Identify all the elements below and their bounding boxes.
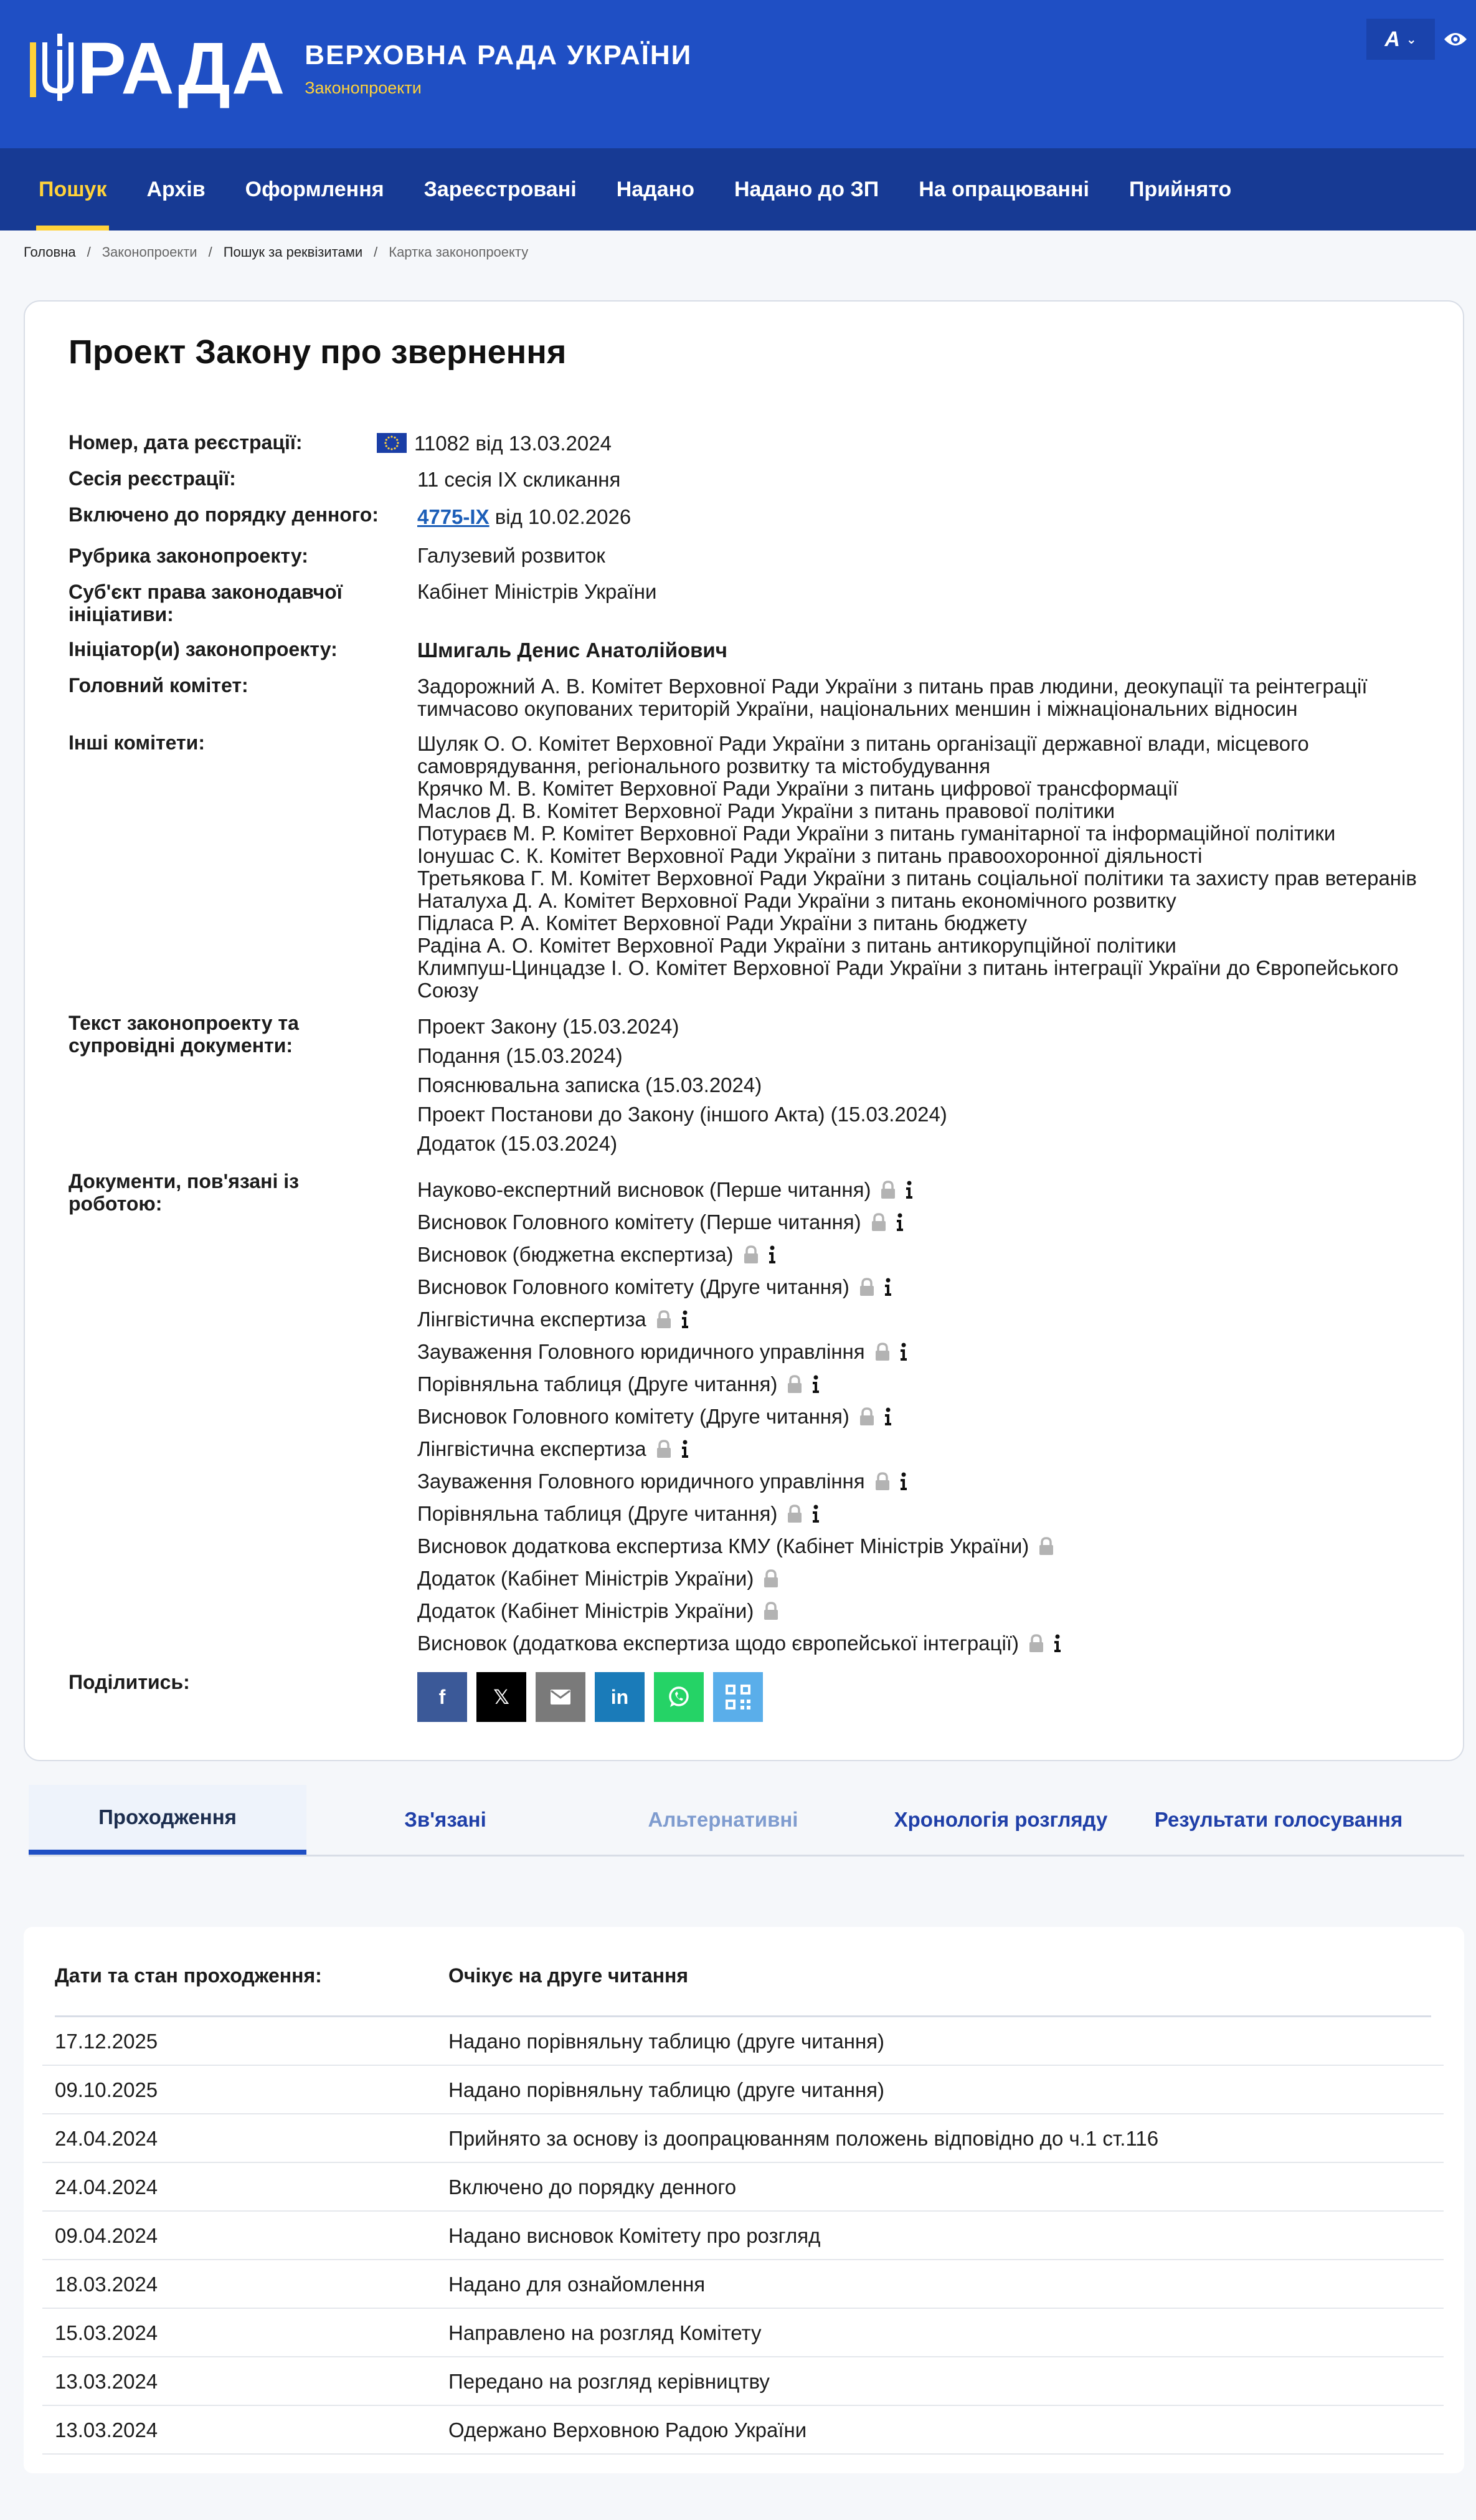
lock-icon: [874, 1343, 891, 1361]
passage-date: 09.10.2025: [55, 2078, 158, 2101]
lock-icon: [1028, 1634, 1045, 1653]
linkedin-icon[interactable]: [595, 1672, 645, 1722]
committee-item: Крячко М. В. Комітет Верховної Ради України з питань цифрової трансформації: [417, 777, 1178, 800]
passage-status: Надано для ознайомлення: [448, 2273, 706, 2296]
passage-status: Надано порівняльну таблицю (друге читання): [448, 2030, 885, 2053]
table-row: [42, 2017, 1444, 2066]
passage-date: 13.03.2024: [55, 2370, 158, 2393]
work-doc-item: [417, 1627, 1426, 1660]
rubric-value: Галузевий розвиток: [417, 544, 605, 567]
main-nav: [0, 148, 1476, 231]
initiator-label: Ініціатор(и) законопроекту:: [69, 638, 338, 660]
agenda-value: [417, 506, 1426, 528]
lock-icon: [786, 1375, 803, 1394]
passage-table-header: [55, 1946, 1431, 2017]
passage-date: 09.04.2024: [55, 2224, 158, 2247]
passage-status: Надано висновок Комітету про розгляд: [448, 2224, 821, 2247]
nav-item-adopted[interactable]: Прийнято: [1128, 177, 1232, 201]
lock-icon: [870, 1213, 887, 1232]
breadcrumb-separator: /: [208, 244, 212, 260]
initiator-value: Шмигаль Денис Анатолійович: [417, 639, 727, 662]
session-label: Сесія реєстрації:: [69, 467, 236, 490]
lock-icon: [655, 1440, 673, 1458]
work-doc-label[interactable]: Порівняльна таблиця (Друге читання): [417, 1372, 778, 1396]
work-doc-item: [417, 1303, 1426, 1336]
language-label: A: [1384, 27, 1400, 51]
nav-item-drafting[interactable]: Оформлення: [245, 177, 384, 201]
info-icon[interactable]: [680, 1440, 690, 1458]
table-row: [42, 2066, 1444, 2114]
committee-item: Шуляк О. О. Комітет Верховної Ради України з питань організації державної влади, місцевого самоврядування, регіонального розвитку та містобудування: [417, 732, 1309, 777]
info-icon[interactable]: [811, 1505, 821, 1523]
x-icon[interactable]: [476, 1672, 526, 1722]
other-committees-list: [417, 733, 1426, 1002]
x-glyph: 𝕏: [493, 1686, 509, 1708]
email-icon[interactable]: [536, 1672, 585, 1722]
site-header: [0, 0, 1476, 148]
text-docs-list: [417, 1012, 1426, 1158]
text-doc-link[interactable]: Проект Постанови до Закону (іншого Акта) (15.03.2024): [417, 1103, 947, 1126]
table-row: [42, 2260, 1444, 2309]
rubric-label: Рубрика законопроекту:: [69, 544, 308, 567]
work-doc-label[interactable]: Висновок Головного комітету (Перше читання): [417, 1210, 861, 1234]
passage-status: Прийнято за основу із доопрацюванням положень відповідно до ч.1 ст.116: [448, 2127, 1159, 2150]
whatsapp-icon[interactable]: [654, 1672, 704, 1722]
bill-tabs: [29, 1785, 1464, 1857]
reg-label: Номер, дата реєстрації:: [69, 431, 303, 454]
table-row: [42, 2309, 1444, 2357]
text-docs-label: Текст законопроекту та супровідні документи:: [69, 1012, 299, 1057]
committee-item: Потураєв М. Р. Комітет Верховної Ради України з питань гуманітарної та інформаційної політики: [417, 822, 1336, 845]
work-docs-label: Документи, пов'язані із роботою:: [69, 1170, 300, 1215]
info-icon[interactable]: [895, 1213, 905, 1232]
reg-value: 11082 від 13.03.2024: [414, 432, 612, 455]
text-doc-link[interactable]: Подання (15.03.2024): [417, 1044, 623, 1067]
work-doc-item: [417, 1271, 1426, 1303]
work-doc-label[interactable]: Лінгвістична експертиза: [417, 1437, 646, 1460]
agenda-label: Включено до порядку денного:: [69, 503, 379, 526]
page-title: Проект Закону про звернення: [69, 333, 567, 371]
work-doc-item: [417, 1239, 1426, 1271]
work-doc-item: [417, 1400, 1426, 1433]
lock-icon: [858, 1407, 876, 1426]
passage-status: Направлено на розгляд Комітету: [448, 2321, 762, 2344]
work-doc-label[interactable]: Зауваження Головного юридичного управління: [417, 1470, 865, 1493]
work-doc-item: [417, 1174, 1426, 1206]
agenda-date: від 10.02.2026: [489, 505, 632, 528]
text-doc-link[interactable]: Пояснювальна записка (15.03.2024): [417, 1073, 762, 1096]
lock-icon: [874, 1472, 891, 1491]
share-buttons: [417, 1672, 772, 1722]
committee-item: Наталуха Д. А. Комітет Верховної Ради України з питань економічного розвитку: [417, 889, 1176, 912]
site-title: ВЕРХОВНА РАДА УКРАЇНИ: [305, 39, 693, 70]
language-switch[interactable]: [1366, 19, 1435, 60]
committee-item: Третьякова Г. М. Комітет Верховної Ради України з питань соціальної політики та захисту прав ветеранів: [417, 867, 1417, 890]
info-icon[interactable]: [767, 1245, 777, 1264]
work-doc-label[interactable]: Висновок Головного комітету (Друге читання): [417, 1275, 849, 1298]
breadcrumb: [24, 244, 528, 260]
table-row: [42, 2212, 1444, 2260]
lock-icon: [762, 1602, 780, 1620]
info-icon[interactable]: [883, 1278, 893, 1296]
work-doc-item: [417, 1336, 1426, 1368]
main-committee-label: Головний комітет:: [69, 674, 248, 697]
passage-status: Передано на розгляд керівництву: [448, 2370, 770, 2393]
passage-date: 17.12.2025: [55, 2030, 158, 2053]
work-doc-label[interactable]: Додаток (Кабінет Міністрів України): [417, 1599, 754, 1622]
lock-icon: [655, 1310, 673, 1329]
site-logo[interactable]: [30, 27, 693, 110]
work-doc-item: [417, 1530, 1426, 1562]
agenda-link[interactable]: 4775-IX: [417, 505, 490, 528]
breadcrumb-home[interactable]: Головна: [24, 244, 76, 260]
trident-icon: [30, 31, 73, 106]
passage-status: Включено до порядку денного: [448, 2175, 737, 2199]
main-committee-value: Задорожний А. В. Комітет Верховної Ради України з питань прав людини, деокупації та реінтеграції тимчасово окупованих територій України, національних меншин і міжнаціональних відносин: [417, 675, 1368, 720]
nav-item-submitted-zp[interactable]: Надано до ЗП: [734, 177, 879, 201]
committee-item: Радіна А. О. Комітет Верховної Ради України з питань антикорупційної політики: [417, 934, 1176, 957]
info-icon[interactable]: [811, 1375, 821, 1394]
eu-flag-icon: [377, 433, 407, 453]
reg-value-wrap: [377, 432, 1386, 455]
site-section: Законопроекти: [305, 78, 422, 97]
work-doc-label[interactable]: Лінгвістична експертиза: [417, 1308, 646, 1331]
passage-date: 24.04.2024: [55, 2175, 158, 2199]
committee-item: Іонушас С. К. Комітет Верховної Ради України з питань правоохоронної діяльності: [417, 844, 1203, 867]
work-doc-label[interactable]: Висновок додаткова експертиза КМУ (Кабінет Міністрів України): [417, 1534, 1029, 1557]
work-doc-label[interactable]: Висновок Головного комітету (Друге читання): [417, 1405, 849, 1428]
qr-icon[interactable]: [713, 1672, 763, 1722]
passage-date: 15.03.2024: [55, 2321, 158, 2344]
info-icon[interactable]: [1053, 1634, 1062, 1653]
nav-item-registered[interactable]: Зареєстровані: [423, 177, 577, 201]
passage-col-dates: Дати та стан проходження:: [55, 1964, 322, 1987]
info-icon[interactable]: [904, 1181, 914, 1199]
work-doc-item: [417, 1562, 1426, 1595]
nav-item-search[interactable]: Пошук: [19, 148, 126, 231]
text-doc-link[interactable]: Додаток (15.03.2024): [417, 1132, 618, 1155]
bill-card: [24, 300, 1464, 1761]
lock-icon: [1038, 1537, 1055, 1556]
chevron-down-icon: ⌄: [1406, 32, 1417, 47]
committee-item: Климпуш-Цинцадзе І. О. Комітет Верховної Ради України з питань інтеграції України до Європейського Союзу: [417, 956, 1399, 1002]
lock-icon: [762, 1569, 780, 1588]
passage-current-status: Очікує на друге читання: [448, 1964, 689, 1987]
work-doc-item: [417, 1368, 1426, 1400]
committee-item: Маслов Д. В. Комітет Верховної Ради України з питань правової політики: [417, 799, 1115, 822]
table-row: [42, 2406, 1444, 2455]
share-label: Поділитись:: [69, 1671, 190, 1693]
info-icon[interactable]: [899, 1472, 909, 1491]
nav-item-submitted[interactable]: Надано: [616, 177, 694, 201]
passage-status: Надано порівняльну таблицю (друге читання): [448, 2078, 885, 2101]
facebook-glyph: f: [438, 1685, 446, 1708]
text-doc-link[interactable]: Проект Закону (15.03.2024): [417, 1015, 679, 1038]
work-doc-item: [417, 1595, 1426, 1627]
passage-status: Одержано Верховною Радою України: [448, 2418, 807, 2442]
lock-icon: [786, 1505, 803, 1523]
breadcrumb-bills[interactable]: Законопроекти: [102, 244, 197, 260]
work-doc-label[interactable]: Науково-експертний висновок (Перше читання): [417, 1178, 871, 1201]
subject-label: Суб'єкт права законодавчої ініціативи:: [69, 581, 343, 625]
work-doc-item: [417, 1465, 1426, 1498]
info-icon[interactable]: [883, 1407, 893, 1426]
work-docs-list: [417, 1174, 1426, 1660]
nav-item-in-processing[interactable]: На опрацюванні: [919, 177, 1089, 201]
work-doc-label[interactable]: Висновок (додаткова експертиза щодо європейської інтеграції): [417, 1632, 1019, 1655]
work-doc-label[interactable]: Порівняльна таблиця (Друге читання): [417, 1502, 778, 1525]
breadcrumb-separator: /: [87, 244, 91, 260]
tab-related[interactable]: Зв'язані: [404, 1808, 486, 1831]
tab-voting-results[interactable]: Результати голосування: [1154, 1808, 1403, 1831]
lock-icon: [742, 1245, 760, 1264]
tab-passage[interactable]: Проходження: [29, 1785, 306, 1855]
tab-chronology[interactable]: Хронологія розгляду: [894, 1808, 1108, 1831]
info-icon[interactable]: [680, 1310, 690, 1329]
breadcrumb-search[interactable]: Пошук за реквізитами: [223, 244, 363, 260]
lock-icon: [879, 1181, 897, 1199]
work-doc-label[interactable]: Висновок (бюджетна експертиза): [417, 1243, 734, 1266]
info-icon[interactable]: [899, 1343, 909, 1361]
work-doc-item: [417, 1498, 1426, 1530]
nav-item-archive[interactable]: Архів: [146, 177, 206, 201]
other-committees-label: Інші комітети:: [69, 731, 205, 754]
session-value: 11 сесія IX скликання: [417, 468, 621, 491]
accessibility-eye-icon[interactable]: [1435, 19, 1476, 60]
work-doc-item: [417, 1433, 1426, 1465]
table-row: [42, 2114, 1444, 2163]
work-doc-label[interactable]: Додаток (Кабінет Міністрів України): [417, 1567, 754, 1590]
table-row: [42, 2357, 1444, 2406]
breadcrumb-current: Картка законопроекту: [389, 244, 529, 260]
lock-icon: [858, 1278, 876, 1296]
facebook-icon[interactable]: [417, 1672, 467, 1722]
passage-date: 24.04.2024: [55, 2127, 158, 2150]
linkedin-glyph: in: [610, 1685, 629, 1708]
tab-alternative[interactable]: Альтернативні: [648, 1808, 798, 1831]
table-row: [42, 2163, 1444, 2212]
committee-item: Підласа Р. А. Комітет Верховної Ради України з питань бюджету: [417, 911, 1028, 934]
breadcrumb-separator: /: [374, 244, 378, 260]
work-doc-label[interactable]: Зауваження Головного юридичного управління: [417, 1340, 865, 1363]
brand-word: РАДА: [77, 27, 286, 110]
subject-value: Кабінет Міністрів України: [417, 580, 657, 603]
passage-date: 18.03.2024: [55, 2273, 158, 2296]
passage-date: 13.03.2024: [55, 2418, 158, 2442]
passage-table: [24, 1927, 1464, 2473]
work-doc-item: [417, 1206, 1426, 1239]
